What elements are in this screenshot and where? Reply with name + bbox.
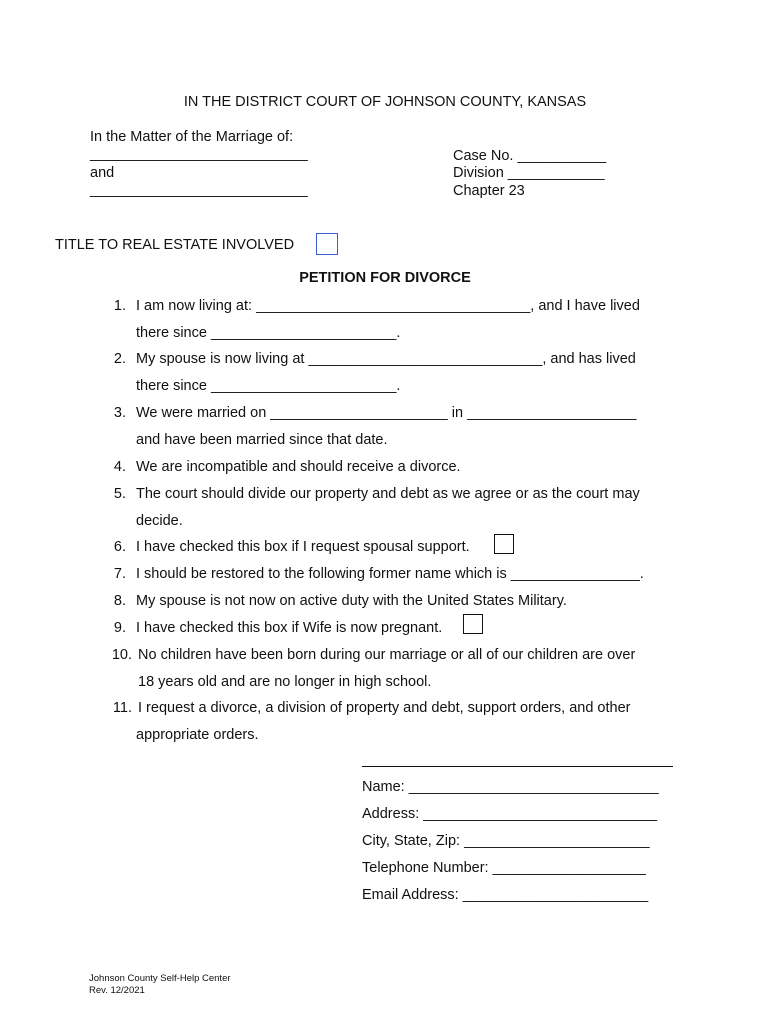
and-label: and [90,165,115,181]
item-text-continued[interactable]: there since _______________________. [136,378,401,394]
item-text[interactable]: I am now living at: __________________________________, and I have lived [136,298,640,314]
court-title: IN THE DISTRICT COURT OF JOHNSON COUNTY, KANSAS [183,94,587,110]
chapter-label: Chapter 23 [453,183,525,199]
pregnancy-checkbox[interactable] [463,614,483,634]
matter-label: In the Matter of the Marriage of: [90,129,294,145]
email-field[interactable]: Email Address: _______________________ [362,887,649,903]
party2-line[interactable]: ___________________________ [90,182,308,198]
item-text[interactable]: I should be restored to the following former name which is ________________. [136,566,644,582]
item-text-continued[interactable]: there since _______________________. [136,325,401,341]
party1-line[interactable]: ___________________________ [90,146,308,162]
item-number: 7. [113,566,126,582]
footer-revision: Rev. 12/2021 [89,985,145,996]
item-number: 6. [113,539,126,555]
city-state-zip-field[interactable]: City, State, Zip: _______________________ [362,833,650,849]
item-number: 4. [113,459,126,475]
footer-center: Johnson County Self-Help Center [89,973,231,984]
address-field[interactable]: Address: _____________________________ [362,806,658,822]
item-text: No children have been born during our marriage or all of our children are over [138,647,636,663]
item-text: The court should divide our property and debt as we agree or as the court may [136,486,640,502]
item-text[interactable]: We were married on ______________________ in _____________________ [136,405,637,421]
item-text: I request a divorce, a division of property and debt, support orders, and other [138,700,631,716]
case-number-field[interactable]: Case No. ___________ [453,148,607,164]
telephone-field[interactable]: Telephone Number: ___________________ [362,860,646,876]
item-number: 11. [112,700,132,716]
item-text[interactable]: My spouse is now living at _____________________________, and has lived [136,351,636,367]
item-number: 2. [113,351,126,367]
item-text-continued: appropriate orders. [136,727,259,743]
item-number: 9. [113,620,126,636]
item-text-continued: and have been married since that date. [136,432,388,448]
real-estate-checkbox[interactable] [316,233,338,255]
item-number: 1. [113,298,126,314]
signature-line[interactable] [362,766,673,767]
real-estate-label: TITLE TO REAL ESTATE INVOLVED [55,237,295,253]
item-text: My spouse is not now on active duty with the United States Military. [136,593,567,609]
item-number: 10. [111,647,132,663]
spousal-support-checkbox[interactable] [494,534,514,554]
item-text: I have checked this box if I request spousal support. [136,539,470,555]
item-text: I have checked this box if Wife is now pregnant. [136,620,443,636]
item-text-continued: decide. [136,513,183,529]
item-text: We are incompatible and should receive a divorce. [136,459,461,475]
division-field[interactable]: Division ____________ [453,165,605,181]
item-number: 8. [113,593,126,609]
petition-title: PETITION FOR DIVORCE [299,270,471,286]
item-number: 3. [113,405,126,421]
item-text-continued: 18 years old and are no longer in high school. [138,674,432,690]
name-field[interactable]: Name: _______________________________ [362,779,659,795]
item-number: 5. [113,486,126,502]
